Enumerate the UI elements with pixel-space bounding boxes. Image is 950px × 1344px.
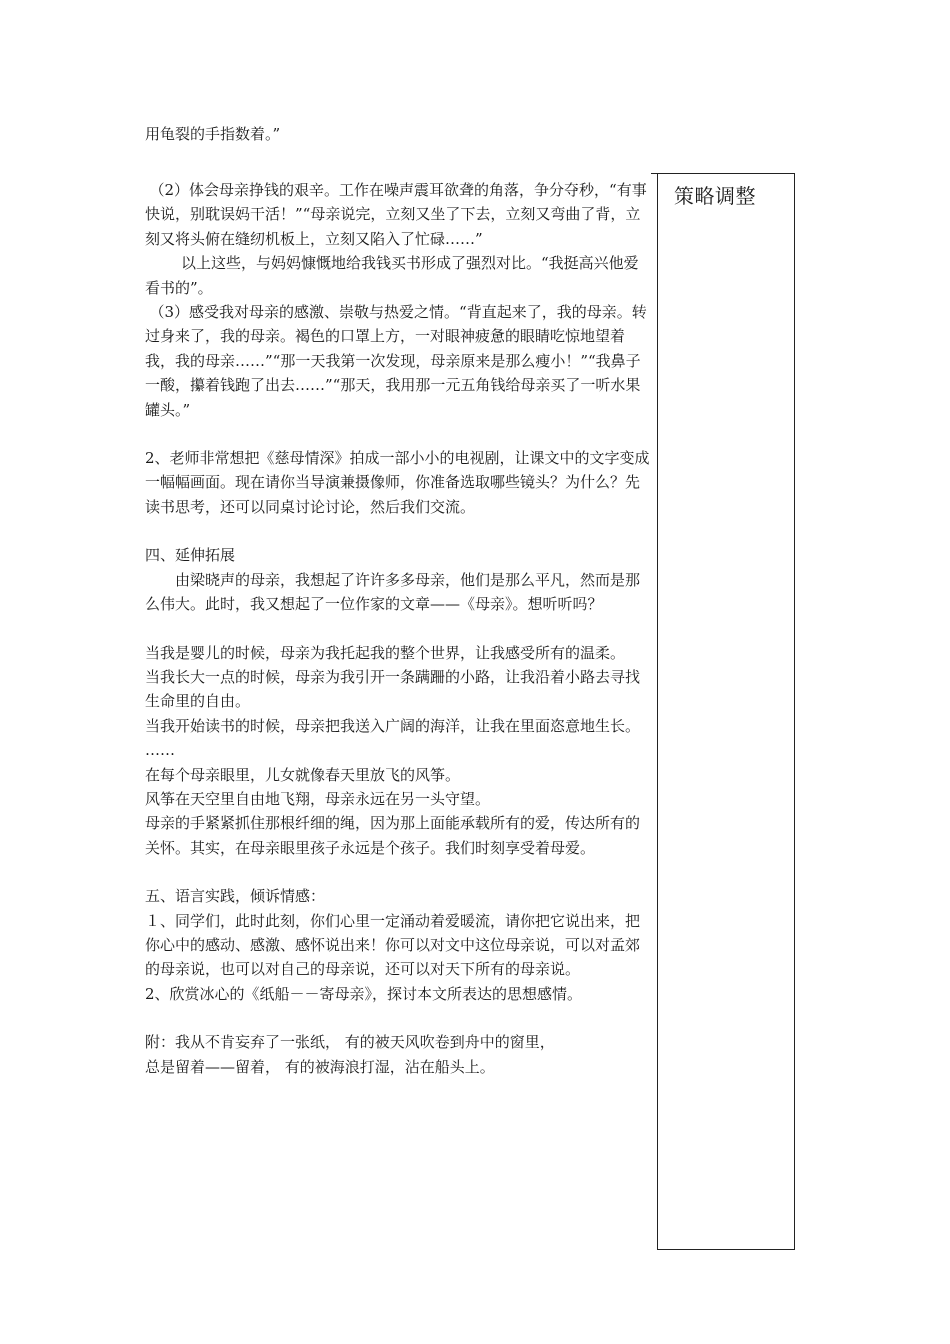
- spacer: [145, 422, 651, 446]
- poem-line: 当我开始读书的时候，母亲把我送入广阔的海洋，让我在里面恣意地生长。: [145, 716, 641, 735]
- paragraph: 2、欣赏冰心的《纸船－－寄母亲》，探讨本文所表达的思想感情。: [145, 984, 583, 1003]
- poem-line: 风筝在天空里自由地飞翔，母亲永远在另一头守望。: [145, 789, 491, 808]
- strategy-column-title: 策略调整: [674, 184, 756, 208]
- spacer: [145, 617, 651, 641]
- appendix-line: 附：我从不肯妄弃了一张纸， 有的被天风吹卷到舟中的窗里，: [145, 1033, 555, 1052]
- section-heading: 五、语言实践，倾诉情感：: [145, 887, 326, 906]
- poem-line: 当我长大一点的时候，母亲为我引开一条蹒跚的小路，让我沿着小路去寻找生命里的自由。: [145, 667, 641, 711]
- poem-line: 当我是婴儿的时候，母亲为我托起我的整个世界，让我感受所有的温柔。: [145, 643, 626, 662]
- poem-line: 在每个母亲眼里，儿女就像春天里放飞的风筝。: [145, 765, 461, 784]
- paragraph: （2）体会母亲挣钱的艰辛。工作在噪声震耳欲聋的角落，争分夺秒，“有事快说，别耽误妈干活！”“母亲说完，立刻又坐了下去，立刻又弯曲了背，立刻又将头俯在缝纫机板上，立刻又陷入了忙碌……”: [145, 181, 647, 248]
- spacer: [145, 1006, 651, 1030]
- paragraph: １、同学们，此时此刻，你们心里一定涌动着爱暖流，请你把它说出来，把你心中的感动、感激、感怀说出来！你可以对文中这位母亲说，可以对孟郊的母亲说，也可以对自己的母亲说，还可以对天下所有的母亲说。: [145, 911, 641, 979]
- spacer: [145, 860, 651, 884]
- poem-line: 母亲的手紧紧抓住那根纤细的绳，因为那上面能承载所有的爱，传达所有的关怀。其实，在母亲眼里孩子永远是个孩子。我们时刻享受着母爱。: [145, 814, 641, 857]
- poem-line: ……: [145, 741, 175, 760]
- paragraph: （3）感受我对母亲的感激、崇敬与热爱之情。“背直起来了，我的母亲。转过身来了，我的母亲。褐色的口罩上方，一对眼神疲惫的眼睛吃惊地望着我，我的母亲……”“那一天我第一次发现，母亲原来是那么瘦小！”“我鼻子一酸，攥着钱跑了出去……”“那天，我用那一元五角钱给母亲买了一听水果罐头。”: [145, 303, 647, 419]
- lead-line: 用龟裂的手指数着。”: [145, 125, 281, 143]
- strategy-column: [657, 173, 795, 1250]
- section-heading: 四、延伸拓展: [145, 546, 236, 565]
- paragraph: 2、老师非常想把《慈母情深》拍成一部小小的电视剧，让课文中的文字变成一幅幅画面。现在请你当导演兼摄像师，你准备选取哪些镜头？为什么？先读书思考，还可以同桌讨论讨论，然后我们交流。: [145, 449, 650, 516]
- spacer: [145, 519, 651, 543]
- paragraph: 以上这些，与妈妈慷慨地给我钱买书形成了强烈对比。“我挺高兴他爱看书的”。: [145, 254, 639, 297]
- lesson-body: [145, 178, 651, 1079]
- paragraph: 由梁晓声的母亲，我想起了许许多多母亲，他们是那么平凡，然而是那么伟大。此时，我又想起了一位作家的文章——《母亲》。想听听吗？: [145, 570, 641, 614]
- appendix-line: 总是留着——留着， 有的被海浪打湿，沾在船头上。: [145, 1057, 495, 1076]
